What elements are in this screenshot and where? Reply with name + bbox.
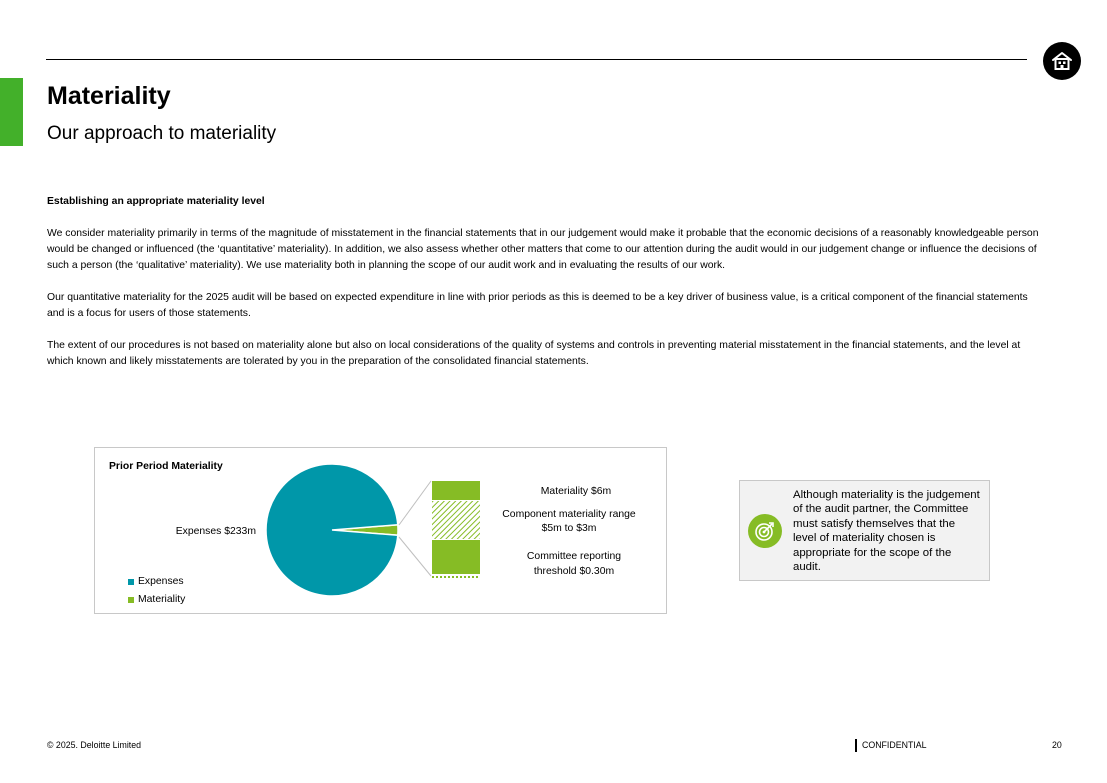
legend-swatch-materiality <box>128 597 134 603</box>
paragraph-procedures: The extent of our procedures is not based on materiality alone but also on local considerations of the quality of systems and controls in preventing material misstatement in the financial statements, and the level at which known and likely misstatements are tolerated by you in the preparation of the consolidated financial statements. <box>47 340 1021 367</box>
component-range-block <box>432 501 480 539</box>
home-icon <box>1050 49 1074 73</box>
chart-legend <box>128 573 185 609</box>
connector-bottom <box>399 537 431 576</box>
threshold-label-line1: Committee reporting <box>526 551 622 562</box>
note-callout <box>739 480 990 581</box>
connector-top <box>399 481 431 525</box>
chart-title: Prior Period Materiality <box>109 461 223 472</box>
accent-bar <box>0 78 23 146</box>
materiality-block <box>432 481 480 500</box>
legend-swatch-expenses <box>128 579 134 585</box>
footer-separator <box>855 739 857 752</box>
page-number: 20 <box>1052 740 1062 750</box>
page-title: Materiality <box>47 82 171 110</box>
legend-item-expenses <box>128 573 185 591</box>
component-label-line1: Component materiality range <box>502 509 636 520</box>
materiality-chart <box>94 447 667 614</box>
paragraph-basis: Our quantitative materiality for the 2025 audit will be based on expected expenditure in line with prior periods as this is deemed to be a key driver of business value, is a critical component of the financial statements and is a focus for users of those statements. <box>47 292 1028 319</box>
legend-label-materiality: Materiality <box>138 594 186 605</box>
section-heading: Establishing an appropriate materiality level <box>47 196 265 207</box>
legend-item-materiality <box>128 591 185 609</box>
note-icon-badge <box>748 514 782 548</box>
materiality-label: Materiality $6m <box>540 486 612 497</box>
target-icon <box>754 520 776 542</box>
component-label-line2: $5m to $3m <box>541 523 597 534</box>
note-text: Although materiality is the judgement of the audit partner, the Committee must satisfy themselves that the level of materiality chosen is appropriate for the scope of the audit. <box>793 489 980 574</box>
footer-classification: CONFIDENTIAL <box>862 740 927 750</box>
top-rule <box>46 59 1027 60</box>
home-button[interactable] <box>1043 42 1081 80</box>
legend-label-expenses: Expenses <box>138 576 184 587</box>
threshold-block <box>432 540 480 574</box>
paragraph-quantitative: We consider materiality primarily in terms of the magnitude of misstatement in the financial statements that in our judgement would make it probable that the economic decisions of a reasonably knowledgeable person would be changed or influenced (the ‘quantitative’ materiality). In addition, we also assess whether other matters that come to our attention during the audit would in our judgement change or influence the decisions of such a person (the ‘qualitative’ materiality). We use materiality both in planning the scope of our audit work and in evaluating the results of our work. <box>47 228 1039 271</box>
slice-label-expenses: Expenses $233m <box>175 526 256 537</box>
body-content <box>47 194 1042 386</box>
footer-copyright: © 2025. Deloitte Limited <box>47 740 142 750</box>
threshold-label-line2: threshold $0.30m <box>533 566 615 577</box>
page-subtitle: Our approach to materiality <box>47 123 277 144</box>
